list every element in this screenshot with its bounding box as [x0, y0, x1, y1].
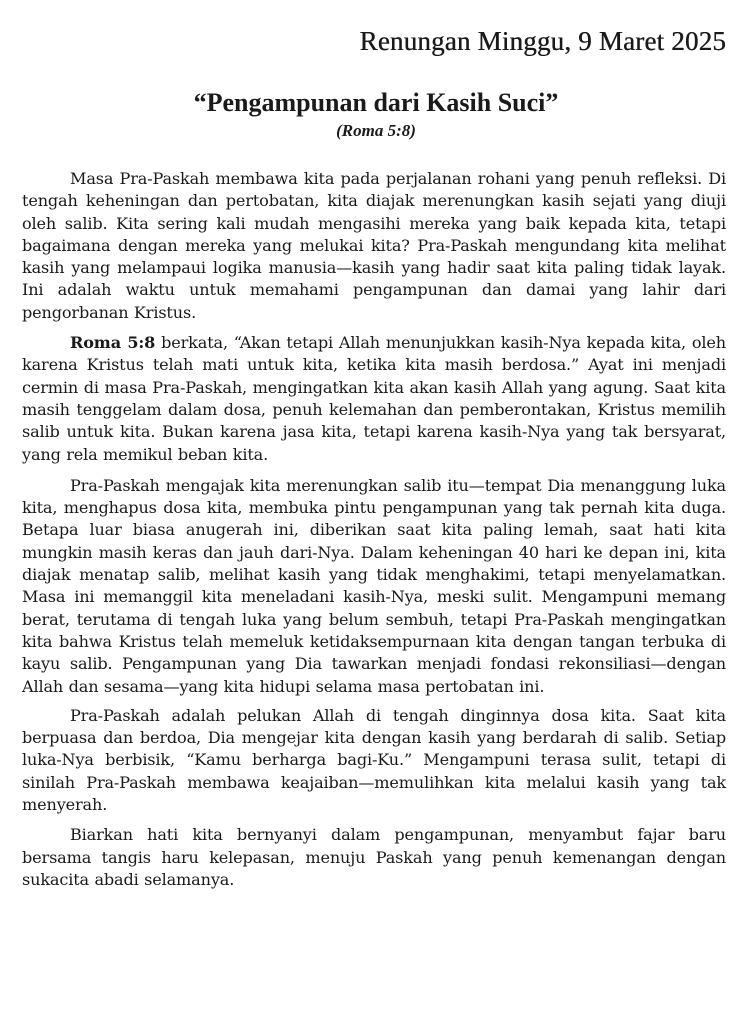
page-title: “Pengampunan dari Kasih Suci”	[193, 88, 559, 117]
header-date: Renungan Minggu, 9 Maret 2025	[359, 26, 726, 56]
paragraph-1-text: Masa Pra-Paskah membawa kita pada perjalanan rohani yang penuh refleksi. Di tengah keheningan dan pertobatan, kita diajak merenungkan kasih sejati yang diuji oleh salib. Kita sering kali mudah mengasihi mereka yang baik kepada kita, tetapi bagaimana dengan mereka yang melukai kita? Pra-Paskah mengundang kita melihat kasih yang melampaui logika manusia—kasih yang hadir saat kita paling tidak layak. Ini adalah waktu untuk memahami pengampunan dan damai yang lahir dari pengorbanan Kristus.	[22, 169, 726, 322]
paragraph-3-text: Pra-Paskah mengajak kita merenungkan salib itu—tempat Dia menanggung luka kita, menghapus dosa kita, membuka pintu pengampunan yang tak pernah kita duga. Betapa luar biasa anugerah ini, diberikan saat kita paling lemah, saat hati kita mungkin masih keras dan jauh dari-Nya. Dalam keheningan 40 hari ke depan ini, kita diajak menatap salib, melihat kasih yang tidak menghakimi, tetapi menyelamatkan. Masa ini memanggil kita meneladani kasih-Nya, meski sulit. Mengampuni memang berat, terutama di tengah luka yang belum sembuh, tetapi Pra-Paskah mengingatkan kita bahwa Kristus telah memeluk ketidaksempurnaan kita dengan tangan terbuka di kayu salib. Pengampunan yang Dia tawarkan menjadi fondasi rekonsiliasi—dengan Allah dan sesama—yang kita hidupi selama masa pertobatan ini.	[22, 475, 726, 696]
scripture-reference: (Roma 5:8)	[336, 121, 416, 140]
paragraph-2-verse-ref: Roma 5:8	[70, 333, 156, 353]
paragraph-1	[22, 168, 726, 324]
paragraph-4-text: Pra-Paskah adalah pelukan Allah di tengah dinginnya dosa kita. Saat kita berpuasa dan berdoa, Dia mengejar kita dengan kasih yang berdarah di salib. Setiap luka-Nya berbisik, “Kamu berharga bagi-Ku.” Mengampuni terasa sulit, tetapi di sinilah Pra-Paskah membawa keajaiban—memulihkan kita melalui kasih yang tak menyerah.	[22, 705, 726, 815]
paragraph-3	[22, 475, 726, 698]
paragraph-5-text: Biarkan hati kita bernyanyi dalam pengampunan, menyambut fajar baru bersama tangis haru kelepasan, menuju Paskah yang penuh kemenangan dengan sukacita abadi selamanya.	[22, 825, 726, 889]
paragraph-4	[22, 705, 726, 816]
body-text	[22, 168, 726, 899]
paragraph-5	[22, 824, 726, 891]
paragraph-2-text: berkata, “Akan tetapi Allah menunjukkan kasih-Nya kepada kita, oleh karena Kristus telah mati untuk kita, ketika kita masih berdosa.” Ayat ini menjadi cermin di masa Pra-Paskah, mengingatkan kita akan kasih Allah yang agung. Saat kita masih tenggelam dalam dosa, penuh kelemahan dan pemberontakan, Kristus memilih salib untuk kita. Bukan karena jasa kita, tetapi karena kasih-Nya yang tak bersyarat, yang rela memikul beban kita.	[22, 333, 726, 464]
paragraph-2	[22, 332, 726, 466]
